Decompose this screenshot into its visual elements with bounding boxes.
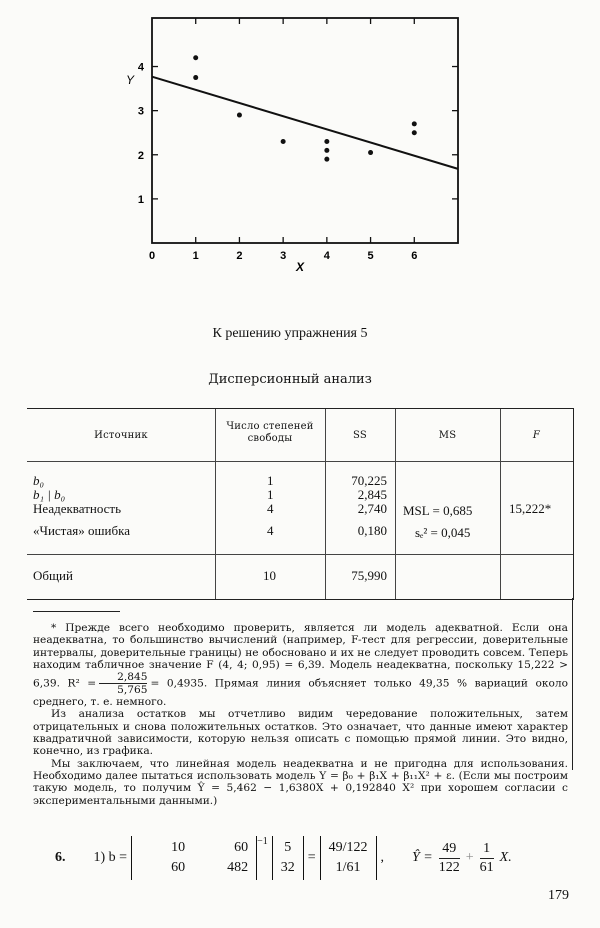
y-axis-label: Y [125,73,135,88]
exercise-number: 6. [55,850,66,865]
data-point [281,139,286,144]
source-pure-error: «Чистая» ошибка [33,523,130,538]
scatter-chart [100,10,480,280]
yhat: Ŷ = [412,850,433,865]
vector-cell: 1/61 [335,860,361,875]
exercise-6-formula [55,836,512,880]
vector-cell: 49/122 [328,840,368,855]
data-point [412,130,417,135]
ms-lack-of-fit: MSL = 0,685 [403,503,473,518]
ss-pure-error: 0,180 [357,523,387,538]
data-point [193,55,198,60]
vector-b [320,836,377,880]
anova-table [27,408,574,600]
data-point [237,113,242,118]
r2-fraction [99,671,147,696]
df-b1: 1 [267,487,274,502]
denominator: 61 [479,859,494,875]
y-tick-label: 2 [137,149,144,162]
r2-denominator: 5,765 [117,684,148,697]
source-lack-of-fit: Неадекватность [33,501,122,516]
data-point [324,157,329,162]
x-tick-label: 5 [367,250,374,262]
df-b0: 1 [267,473,274,488]
footnote [33,622,568,807]
denominator: 122 [438,859,460,875]
header-source: Источник [94,430,148,441]
vector-cell: 5 [284,840,292,855]
data-point [412,121,417,126]
source-b0: b₀ [33,473,45,488]
page-number: 179 [548,888,569,903]
footnote-p1b: = 0,4935. Прямая линия объясняет только 49,35 % вариаций около среднего, т. е. немного. [33,677,568,709]
footnote-rule [33,611,120,612]
y-tick-label: 1 [137,193,144,206]
matrix-cell: 482 [227,860,249,875]
source-total: Общий [33,568,73,583]
matrix-cell: 10 [171,840,186,855]
vector-cell: 32 [280,860,295,875]
data-point [324,139,329,144]
matrix [131,836,257,880]
equals: = [307,850,316,865]
numerator: 49 [439,840,460,859]
ss-lack-of-fit: 2,740 [357,501,387,516]
df-lack-of-fit: 4 [267,501,274,516]
fraction-1 [439,840,460,877]
matrix-cell: 60 [171,860,186,875]
inverse-exponent: −1 [257,836,268,847]
data-point [368,150,373,155]
x-tick-label: 3 [280,250,287,262]
ms-pure-error: sₑ² = 0,045 [415,525,471,540]
frame-border [572,598,573,770]
numerator: 1 [480,840,494,859]
x-tick-label: 0 [148,250,156,262]
table-title: Дисперсионный анализ [208,372,372,387]
y-tick-label: 4 [137,61,144,74]
source-b1: b₁ | b₀ [33,487,66,502]
r2-numerator: 2,845 [99,671,147,684]
y-tick-label: 3 [137,105,144,118]
x-tick-label: 6 [411,250,418,262]
plot-frame [152,18,458,243]
data-point [324,148,329,153]
df-pure-error: 4 [267,523,274,538]
header-ms: MS [438,430,457,441]
comma: , [380,850,384,865]
figure-caption: К решению упражнения 5 [212,326,368,341]
df-total: 10 [263,568,276,583]
x-tick-label: 4 [323,250,330,262]
x-axis-label: X [295,260,305,274]
data-point [193,75,198,80]
matrix-cell: 60 [234,840,249,855]
f-value: 15,222* [509,501,552,516]
header-f: F [532,430,541,441]
footnote-p2: Из анализа остатков мы отчетливо видим чередование положительных, затем отрицательных и снова положительных остатков. Это означает, что данные имеют характер квадратичной зависимости, которую нельзя описать с помощью прямой линии. Это видно, конечно, из графика. [33,708,568,758]
footnote-p1a: * Прежде всего необходимо проверить, является ли модель адекватной. Если она неадекватна, то большинство вычислений (например, F-тест для регрессии, доверительные интервалы, доверительные границы) не обосновано и их не следует проводить совсем. Теперь находим табличное значение F (4, 4; 0,95) = 6,39. Модель неадекватна, поскольку 15,222 > 6,39. R² = [33,622,568,690]
header-df: Число степеней свободы [226,421,314,444]
fraction-2 [480,840,494,877]
formula-tail: X. [499,850,512,865]
formula-part: 1) b = [93,850,128,865]
x-tick-label: 2 [236,250,243,262]
ss-total: 75,990 [351,568,387,583]
ss-b1: 2,845 [357,487,387,502]
vector-y [272,836,304,880]
operator: + [465,850,474,865]
ss-b0: 70,225 [351,473,387,488]
x-tick-label: 1 [192,250,199,262]
footnote-p3: Мы заключаем, что линейная модель неадекватна и не пригодна для использования. Необходимо далее пытаться использовать модель Y = β₀ + β₁X + β₁₁X² + ε. (Если мы построим такую модель, то получим Ŷ = 5,462 − 1,6380X + 0,192840 X² при хорошем согласии с экспериментальными данными.) [33,757,568,807]
header-ss: SS [353,430,367,441]
